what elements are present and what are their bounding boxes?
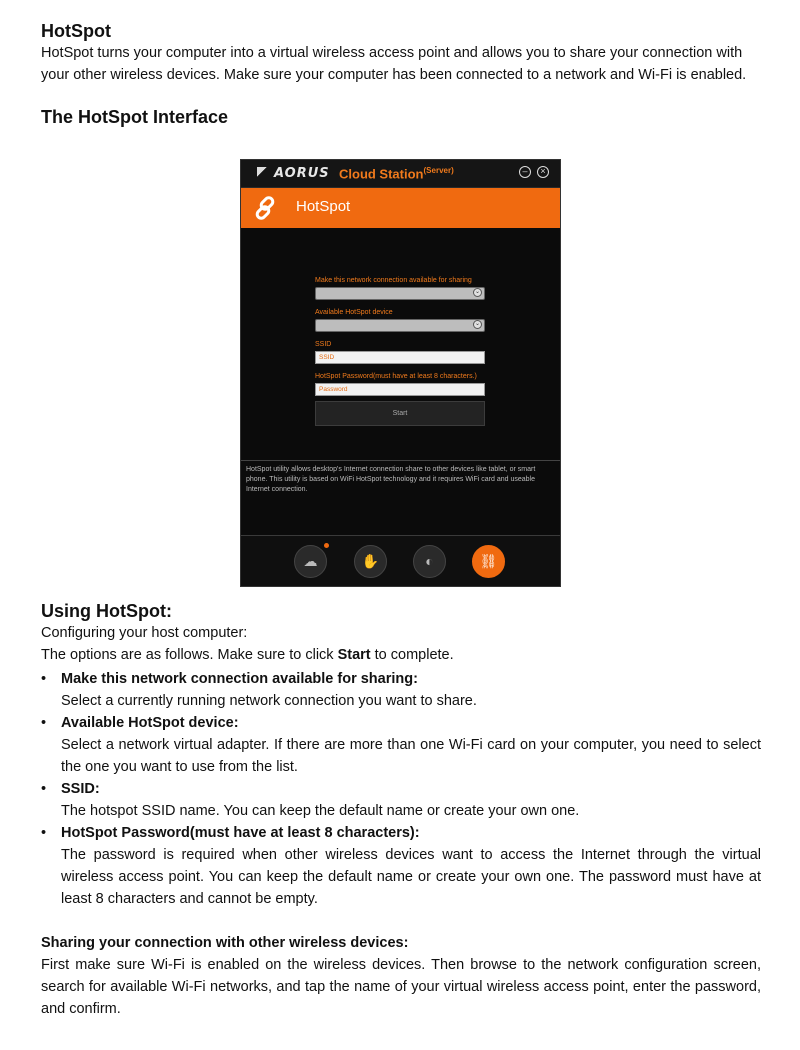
option-list bbox=[41, 668, 761, 910]
toggle-icon[interactable]: ◐ bbox=[413, 545, 446, 578]
title-bar bbox=[241, 160, 560, 188]
using-line1: Configuring your host computer: bbox=[41, 625, 248, 641]
list-item bbox=[41, 778, 761, 822]
sharing-text: First make sure Wi-Fi is enabled on the wireless devices. Then browse to the network configuration screen, search for available Wi-Fi networks, and tap the name of your virtual wireless access point, enter the password, and confirm. bbox=[41, 957, 761, 1017]
option-title: • Available HotSpot device: bbox=[61, 715, 239, 731]
start-button[interactable]: Start bbox=[315, 401, 485, 426]
header-title: HotSpot bbox=[296, 198, 351, 215]
list-item bbox=[41, 668, 761, 712]
interface-heading: The HotSpot Interface bbox=[41, 107, 229, 127]
cloud-icon[interactable]: ☁ bbox=[294, 545, 327, 578]
password-input[interactable]: Password bbox=[315, 383, 485, 396]
hand-icon[interactable]: ✋ bbox=[354, 545, 387, 578]
using-title: Using HotSpot: bbox=[41, 601, 172, 621]
chevron-down-icon: ⌄ bbox=[474, 289, 481, 295]
app-window bbox=[240, 159, 561, 587]
intro-text: HotSpot turns your computer into a virtual wireless access point and allows you to share your connection with your other wireless devices. Make sure your computer has been connected to a network and Wi-Fi is enabled. bbox=[41, 45, 747, 83]
list-item bbox=[41, 822, 761, 910]
link-icon[interactable]: ⛓ bbox=[472, 545, 505, 578]
app-title bbox=[339, 166, 454, 181]
sharing-title: Sharing your connection with other wireless devices: bbox=[41, 935, 409, 951]
brand-logo bbox=[257, 166, 330, 181]
brand-text: AORUS bbox=[274, 166, 330, 181]
using-section bbox=[41, 600, 761, 1020]
app-title-sup: (Server) bbox=[423, 166, 454, 175]
device-label: Available HotSpot device bbox=[315, 309, 393, 316]
using-line2-pre: The options are as follows. Make sure to click bbox=[41, 647, 338, 663]
list-item bbox=[41, 712, 761, 778]
aorus-eagle-icon bbox=[257, 167, 271, 177]
close-icon[interactable]: × bbox=[537, 166, 549, 178]
notification-dot bbox=[324, 543, 329, 548]
intro-section bbox=[41, 20, 761, 128]
hotspot-header bbox=[241, 188, 560, 228]
app-title-text: Cloud Station bbox=[339, 166, 424, 182]
sharing-select[interactable] bbox=[315, 287, 485, 300]
hotspot-form bbox=[315, 270, 485, 426]
password-label: HotSpot Password(must have at least 8 characters.) bbox=[315, 373, 477, 380]
using-line2 bbox=[41, 644, 761, 666]
option-text: The password is required when other wireless devices want to access the Internet through the virtual wireless access point. You can keep the default name or create your own one. The password must have at least 8 characters and cannot be empty. bbox=[61, 847, 761, 907]
option-text: Select a network virtual adapter. If there are more than one Wi-Fi card on your computer, you need to select the one you want to use from the list. bbox=[61, 737, 761, 775]
bottom-nav bbox=[241, 535, 560, 587]
option-text: The hotspot SSID name. You can keep the default name or create your own one. bbox=[61, 803, 580, 819]
info-text: HotSpot utility allows desktop's Internet connection share to other devices like tablet, or smart phone. This utility is based on WiFi HotSpot technology and it requires WiFi card and useable Internet connection. bbox=[241, 460, 560, 499]
device-select[interactable] bbox=[315, 319, 485, 332]
option-title: • HotSpot Password(must have at least 8 characters): bbox=[61, 825, 420, 841]
section-title: HotSpot bbox=[41, 21, 111, 41]
option-text: Select a currently running network connection you want to share. bbox=[61, 693, 477, 709]
option-title: • Make this network connection available for sharing: bbox=[61, 671, 418, 687]
ssid-input[interactable]: SSID bbox=[315, 351, 485, 364]
option-title: • SSID: bbox=[61, 781, 100, 797]
minimize-icon[interactable]: – bbox=[519, 166, 531, 178]
link-icon bbox=[253, 195, 279, 221]
chevron-down-icon: ⌄ bbox=[474, 321, 481, 327]
using-line2-post: to complete. bbox=[370, 647, 454, 663]
start-emphasis: Start bbox=[337, 647, 371, 663]
ssid-label: SSID bbox=[315, 341, 332, 348]
sharing-label: Make this network connection available for sharing bbox=[315, 277, 472, 284]
